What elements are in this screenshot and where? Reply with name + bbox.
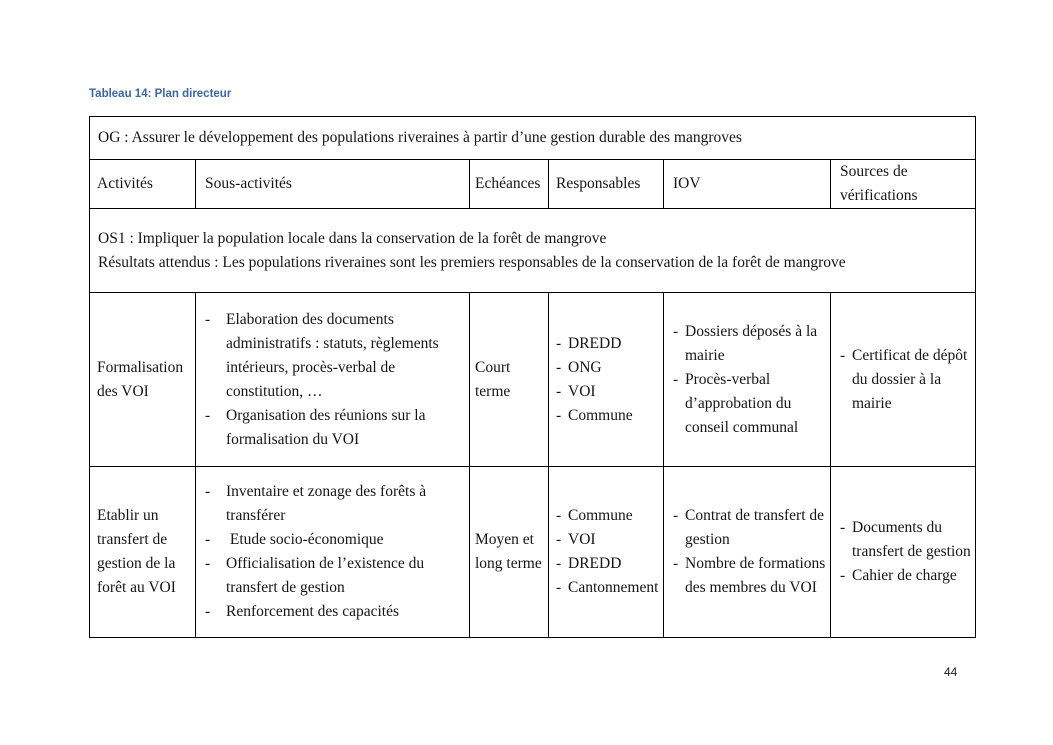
list-item: - Contrat de transfert de gestion bbox=[673, 504, 828, 552]
os1-section-row bbox=[89, 208, 976, 293]
list-item: - Procès-verbal d’approbation du conseil communal bbox=[673, 368, 828, 440]
plan-table-body bbox=[89, 292, 976, 638]
list-item: - Cantonnement bbox=[556, 576, 661, 600]
cell-sources bbox=[831, 467, 975, 637]
list-item: - Inventaire et zonage des forêts à transférer bbox=[205, 480, 467, 528]
list-item: - DREDD bbox=[556, 332, 661, 356]
table-header-row bbox=[89, 159, 976, 209]
header-echeances: Echéances bbox=[470, 160, 549, 208]
list-item: - VOI bbox=[556, 380, 661, 404]
cell-iov bbox=[664, 293, 831, 466]
os1-results-text: Résultats attendus : Les populations riveraines sont les premiers responsables de la conservation de la forêt de mangrove bbox=[98, 253, 846, 271]
cell-activity: Formalisation des VOI bbox=[90, 293, 196, 466]
list-item: - Nombre de formations des membres du VOI bbox=[673, 552, 828, 600]
og-objective-row bbox=[89, 116, 976, 160]
cell-activity: Etablir un transfert de gestion de la forêt au VOI bbox=[90, 467, 196, 637]
list-item: - DREDD bbox=[556, 552, 661, 576]
cell-responsables bbox=[549, 293, 664, 466]
header-iov: IOV bbox=[664, 160, 831, 208]
list-item: - Commune bbox=[556, 404, 661, 428]
cell-echeance: Moyen et long terme bbox=[470, 467, 549, 637]
list-item: - Officialisation de l’existence du transfert de gestion bbox=[205, 552, 467, 600]
list-item: - ONG bbox=[556, 356, 661, 380]
cell-responsables bbox=[549, 467, 664, 637]
list-item: - Organisation des réunions sur la formalisation du VOI bbox=[205, 404, 467, 452]
os1-objective-text: OS1 : Impliquer la population locale dans la conservation de la forêt de mangrove bbox=[98, 229, 607, 247]
header-sources: Sources de vérifications bbox=[840, 163, 918, 204]
list-item: - Cahier de charge bbox=[840, 564, 973, 588]
list-item: - Dossiers déposés à la mairie bbox=[673, 320, 828, 368]
list-item: - Etude socio-économique bbox=[205, 528, 467, 552]
cell-sub-activities bbox=[196, 293, 470, 466]
og-objective-text: OG : Assurer le développement des populations riveraines à partir d’une gestion durable des mangroves bbox=[98, 129, 742, 146]
header-sous-activites: Sous-activités bbox=[196, 160, 470, 208]
table-caption: Tableau 14: Plan directeur bbox=[89, 88, 232, 100]
header-responsables: Responsables bbox=[549, 160, 664, 208]
cell-sources bbox=[831, 293, 975, 466]
cell-echeance: Court terme bbox=[470, 293, 549, 466]
list-item: - Certificat de dépôt du dossier à la mairie bbox=[840, 344, 973, 416]
list-item: - VOI bbox=[556, 528, 661, 552]
list-item: - Renforcement des capacités bbox=[205, 600, 467, 624]
cell-iov bbox=[664, 467, 831, 637]
list-item: - Elaboration des documents administratifs : statuts, règlements intérieurs, procès-verbal de constitution, … bbox=[205, 308, 467, 404]
cell-sub-activities bbox=[196, 467, 470, 637]
table-row bbox=[90, 467, 975, 637]
list-item: - Documents du transfert de gestion bbox=[840, 516, 973, 564]
header-activites: Activités bbox=[90, 160, 196, 208]
list-item: - Commune bbox=[556, 504, 661, 528]
page-number: 44 bbox=[944, 665, 958, 679]
table-row bbox=[90, 293, 975, 467]
